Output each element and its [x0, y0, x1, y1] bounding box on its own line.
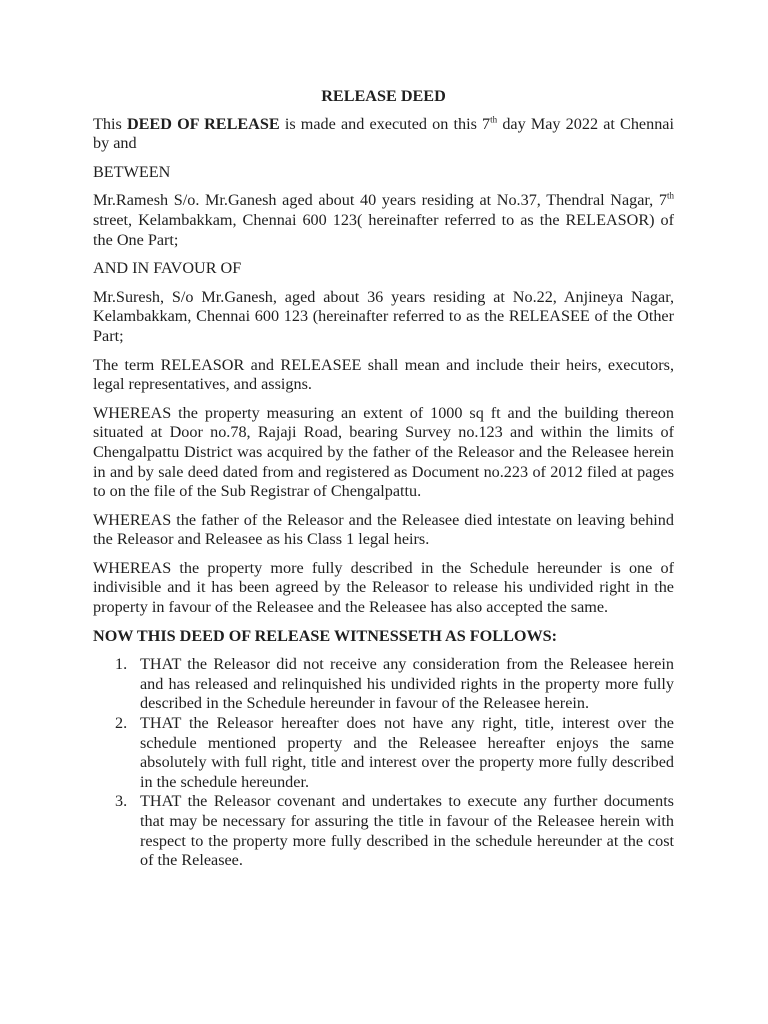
intro-paragraph [93, 115, 674, 154]
intro-mid: is made and executed on this 7 [279, 114, 491, 133]
term-paragraph: The term RELEASOR and RELEASEE shall mean and include their heirs, executors, legal representatives, and assigns. [93, 355, 674, 394]
document-page [93, 87, 674, 871]
intro-pre: This [93, 114, 127, 133]
between-heading: BETWEEN [93, 162, 171, 181]
witnesseth-heading: NOW THIS DEED OF RELEASE WITNESSETH AS FOLLOWS: [93, 626, 558, 645]
releasee-paragraph: Mr.Suresh, S/o Mr.Ganesh, aged about 36 years residing at No.22, Anjineya Nagar, Kelambakkam, Chennai 600 123 (hereinafter referred to as the RELEASEE of the Other Part; [93, 287, 674, 345]
clause-text: THAT the Releasor did not receive any consideration from the Releasee herein and has released and relinquished his undivided rights in the property more fully described in the Schedule hereunder in favour of the Releasee herein. [140, 655, 674, 713]
intro-deed-name: DEED OF RELEASE [126, 114, 280, 133]
clause-text: THAT the Releasor covenant and undertakes to execute any further documents that may be necessary for assuring the title in favour of the Releasee herein with respect to the property more fully described in the schedule hereunder at the cost of the Releasee. [140, 792, 674, 870]
whereas-paragraph-3: WHEREAS the property more fully described in the Schedule hereunder is one of indivisible and it has been agreed by the Releasor to release his undivided right in the property in favour of the Releasee and the Releasee has also accepted the same. [93, 558, 674, 617]
clause-item [93, 655, 674, 714]
whereas-paragraph-2: WHEREAS the father of the Releasor and the Releasee died intestate on leaving behind the Releasor and Releasee as his Class 1 legal heirs. [93, 510, 674, 549]
whereas-paragraph-1: WHEREAS the property measuring an extent of 1000 sq ft and the building thereon situated at Door no.78, Rajaji Road, bearing Survey no.123 and within the limits of Chengalpattu District was acquired by the father of the Releasor and the Releasee herein in and by sale deed dated from and registered as Document no.223 of 2012 filed at pages to on the file of the Sub Registrar of Chengalpattu. [93, 403, 674, 501]
releasor-pre: Mr.Ramesh S/o. Mr.Ganesh aged about 40 years residing at No.37, Thendral Nagar, 7 [93, 191, 667, 210]
releasor-paragraph [93, 191, 674, 250]
intro-date-suffix: th [490, 114, 498, 125]
clause-number: 3. [115, 792, 128, 811]
document-title: RELEASE DEED [321, 87, 446, 105]
clauses-list [93, 655, 674, 871]
clause-item [93, 714, 674, 792]
releasor-street-suffix: th [666, 190, 674, 201]
clause-text: THAT the Releasor hereafter does not have any right, title, interest over the schedule mentioned property and the Releasee hereafter enjoys the same absolutely with full right, title and interest over the property more fully described in the schedule hereunder. [140, 714, 674, 791]
releasor-post: street, Kelambakkam, Chennai 600 123( hereinafter referred to as the RELEASOR) of the One Part; [93, 210, 674, 249]
clause-number: 1. [115, 655, 128, 674]
clause-number: 2. [115, 714, 128, 733]
intro-post: day May 2022 at Chennai by and [93, 114, 674, 153]
in-favour-heading: AND IN FAVOUR OF [93, 259, 242, 278]
clause-item [93, 792, 674, 870]
